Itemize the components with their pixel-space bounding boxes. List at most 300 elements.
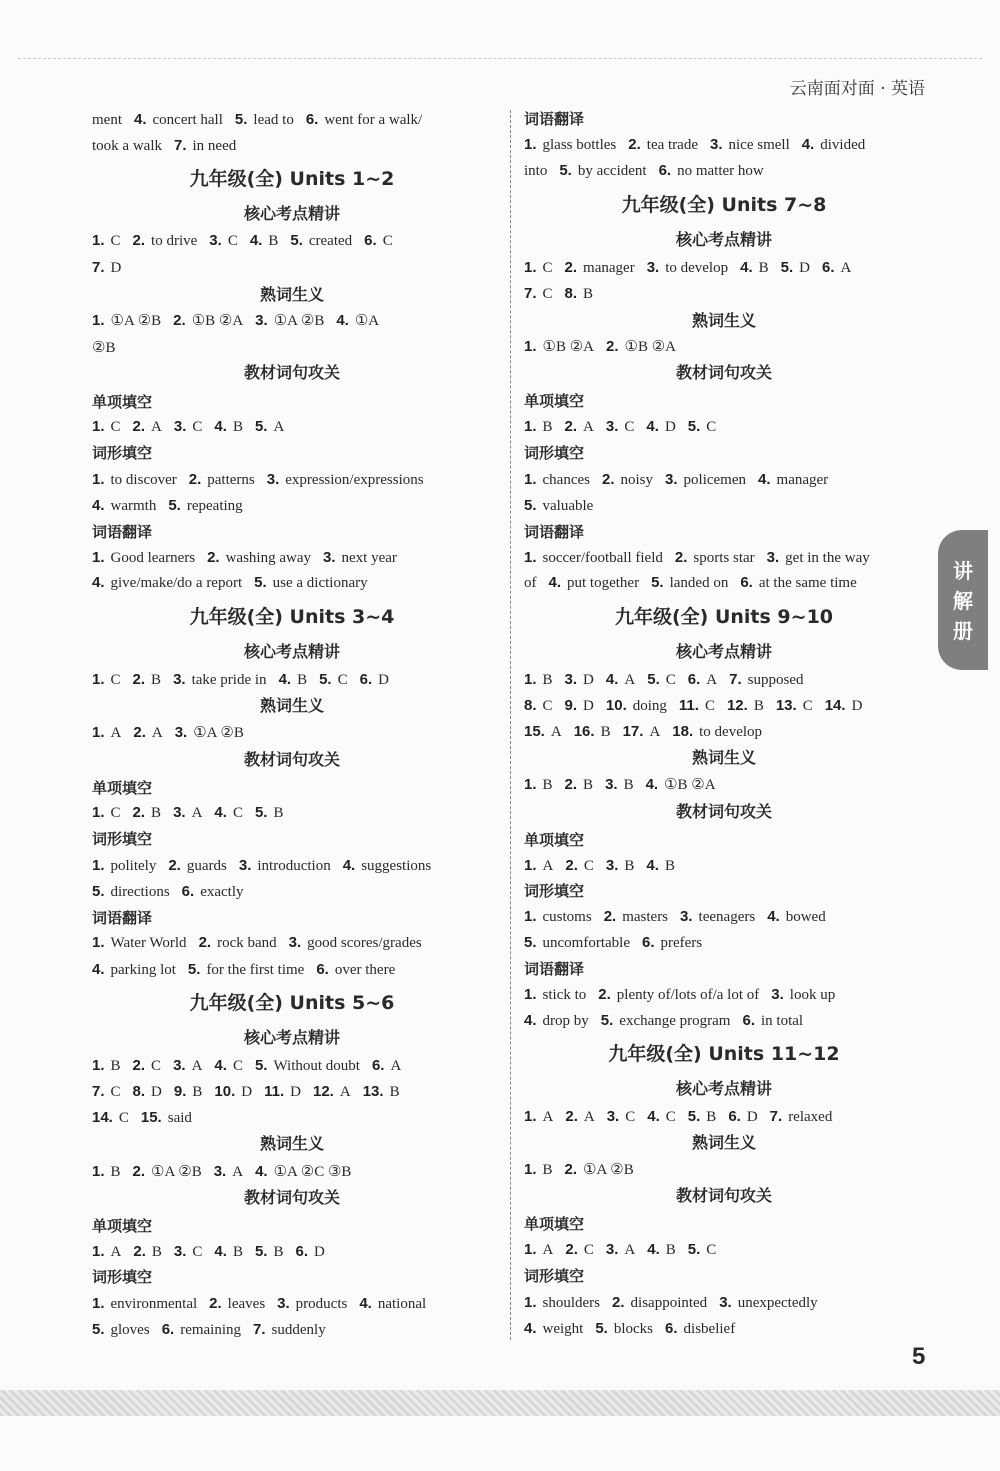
answer-item [647,672,676,688]
answer-number: 1. [524,1161,537,1178]
answer-number: 4. [92,961,105,978]
answer-item [604,909,668,925]
answer-text: take pride in [191,672,267,688]
answer-line [92,882,256,902]
answer-number: 4. [646,418,659,435]
answer-number: 3. [173,1057,186,1074]
answer-number: 1. [524,418,537,435]
answer-text: B [600,724,611,740]
answer-number: 3. [606,1108,620,1125]
answer-text: said [167,1110,192,1126]
answer-number: 3. [605,418,619,435]
answer-item [92,419,121,435]
answer-item [255,805,284,821]
answer-text: look up [789,987,836,1003]
answer-text: bowed [785,909,826,925]
answer-text: ①A ②B [193,725,244,741]
answer-text: D [290,1084,301,1100]
answer-text: over there [334,962,396,978]
answer-number: 2. [564,418,578,435]
answer-text: to drive [151,233,198,249]
answer-item [174,419,203,435]
answer-number: 14. [92,1109,113,1126]
answer-number: 7. [769,1108,783,1125]
answer-text: exactly [200,884,244,900]
answer-item [214,1084,252,1100]
answer-line [92,136,248,156]
answer-line [524,722,774,742]
answer-line [524,496,605,516]
answer-number: 3. [266,471,280,488]
answer-number: 2. [564,776,578,793]
answer-text: B [706,1109,717,1125]
answer-item [214,419,243,435]
answer-number: 4. [255,1163,268,1180]
answer-text: A [550,724,562,740]
answer-text: created [308,233,353,249]
answer-number: 6. [658,162,672,179]
answer-text: nice smell [728,137,790,153]
tab-char: 册 [953,619,973,643]
answer-text: good scores/grades [307,935,422,951]
answer-number: 2. [132,232,146,249]
answer-text: C [802,698,813,714]
answer-text: C [110,1084,121,1100]
answer-number: 3. [771,986,784,1003]
answer-text: C [151,1058,162,1074]
answer-item [133,1058,162,1074]
answer-item [781,260,810,276]
top-rule [18,58,982,59]
answer-number: 6. [295,1243,308,1260]
answer-text: A [191,1058,203,1074]
answer-number: 2. [565,1241,578,1258]
answer-item [565,260,635,276]
answer-item [92,112,122,128]
answer-item [133,805,162,821]
answer-text: B [623,777,634,793]
answer-number: 2. [132,671,146,688]
answer-line [524,775,728,795]
answer-number: 1. [92,804,105,821]
answer-number: 5. [254,574,267,591]
subsection-label: 词形填空 [92,444,153,462]
answer-item [727,698,764,714]
answer-text: ①A [354,313,380,329]
answer-item [174,138,236,154]
answer-item [92,805,121,821]
answer-item [524,1321,583,1337]
answer-text: D [314,1244,325,1260]
answer-number: 2. [674,549,688,566]
answer-number: 5. [600,1012,614,1029]
answer-number: 3. [605,857,619,874]
answer-number: 5. [92,1321,105,1338]
answer-item [92,1084,121,1100]
answer-item [92,1322,150,1338]
answer-line [92,1294,438,1314]
answer-text: exchange program [619,1013,731,1029]
answer-number: 1. [92,549,105,566]
answer-text: B [297,672,308,688]
answer-line [524,670,816,690]
answer-number: 4. [214,804,227,821]
answer-text: chances [542,472,590,488]
answer-item [802,137,866,153]
answer-number: 1. [92,232,105,249]
answer-number: 2. [598,986,611,1003]
answer-line [524,417,728,437]
answer-number: 1. [92,857,105,874]
answer-line [92,1162,363,1182]
answer-number: 5. [254,1057,268,1074]
answer-text: C [232,1058,243,1074]
answer-line [92,311,391,331]
answer-number: 5. [187,961,201,978]
answer-item [255,1058,360,1074]
answer-number: 4. [134,111,147,128]
answer-number: 6. [641,934,655,951]
answer-text: D [851,698,863,714]
answer-text: D [241,1084,253,1100]
answer-text: C [192,1244,203,1260]
answer-number: 5. [595,1320,608,1337]
section-heading: 教材词句攻关 [675,1186,772,1205]
answer-number: 4. [740,259,753,276]
tab-char: 讲 [953,559,973,583]
answer-item [606,672,635,688]
answer-item [92,340,115,356]
page-header: 云南面对面 · 英语 [789,79,925,99]
answer-item [133,419,162,435]
answer-item [524,419,553,435]
answer-number: 3. [665,471,678,488]
answer-text: B [542,1162,553,1178]
answer-line [92,960,407,980]
answer-item [277,1296,347,1312]
answer-item [623,724,661,740]
answer-item [188,962,304,978]
answer-text: remaining [180,1322,242,1338]
answer-number: 3. [710,136,723,153]
section-heading: 教材词句攻关 [675,363,772,382]
answer-number: 6. [316,961,329,978]
answer-number: 3. [646,259,660,276]
answer-text: A [583,419,594,435]
answer-line [92,723,256,743]
answer-item [524,472,590,488]
answer-text: D [746,1109,758,1125]
answer-item [740,575,856,591]
answer-number: 2. [564,259,578,276]
answer-number: 3. [288,934,302,951]
column-divider [510,110,511,1340]
answer-item [92,858,156,874]
answer-text: C [337,672,348,688]
answer-text: plenty of/lots of/a lot of [616,987,760,1003]
answer-text: national [377,1296,427,1312]
answer-line [92,338,127,358]
answer-item [199,935,277,951]
answer-number: 3. [238,857,252,874]
answer-number: 5. [234,111,248,128]
answer-text: leaves [227,1296,266,1312]
answer-text: ①B ②A [624,339,676,355]
answer-number: 1. [524,986,537,1003]
answer-number: 1. [92,1163,105,1180]
answer-text: teenagers [698,909,756,925]
answer-line [92,1082,412,1102]
answer-item [253,1322,326,1338]
answer-text: C [542,260,553,276]
answer-text: suddenly [271,1322,326,1338]
answer-item [605,777,634,793]
answer-number: 3. [719,1294,732,1311]
section-heading: 核心考点精讲 [243,1028,340,1047]
answer-item [758,472,828,488]
answer-line [524,1107,844,1127]
subsection-label: 单项填空 [524,831,585,849]
section-heading: 熟词生义 [259,1134,324,1153]
answer-number: 3. [173,418,187,435]
answer-number: 5. [254,804,268,821]
answer-line [92,258,133,278]
answer-item [92,1058,121,1074]
answer-number: 4. [214,1243,227,1260]
answer-number: 6. [181,883,195,900]
answer-item [524,1109,553,1125]
answer-text: policemen [683,472,747,488]
answer-item [524,137,616,153]
answer-text: A [339,1084,351,1100]
answer-text: manager [776,472,829,488]
answer-line [524,258,863,278]
answer-number: 9. [564,697,578,714]
answer-number: 18. [672,723,694,740]
answer-line [92,1108,204,1128]
answer-item [214,1058,243,1074]
answer-number: 2. [132,1163,146,1180]
answer-number: 14. [824,697,846,714]
answer-item [323,550,397,566]
answer-text: in need [192,138,237,154]
answer-item [250,233,279,249]
answer-number: 1. [524,671,537,688]
answer-text: A [273,419,285,435]
answer-item [767,550,870,566]
answer-text: customs [542,909,592,925]
answer-text: A [110,1244,122,1260]
answer-number: 4. [336,312,349,329]
answer-line [524,985,847,1005]
answer-number: 10. [605,697,627,714]
answer-number: 2. [133,1243,146,1260]
answer-text: went for a walk/ [324,112,423,128]
answer-number: 6. [687,671,701,688]
answer-item [688,1109,717,1125]
answer-number: 2. [601,471,615,488]
answer-text: C [382,233,393,249]
answer-number: 3. [277,1295,290,1312]
answer-text: rock band [217,935,277,951]
answer-number: 2. [188,471,202,488]
answer-line [524,696,874,716]
answer-number: 6. [822,259,835,276]
answer-item [173,805,202,821]
answer-text: D [378,672,389,688]
answer-text: B [192,1084,203,1100]
answer-item [651,575,728,591]
answer-number: 2. [565,857,578,874]
answer-text: washing away [225,550,311,566]
subsection-label: 词语翻译 [524,960,585,978]
answer-text: manager [583,260,635,276]
answer-number: 5. [687,1108,701,1125]
answer-item [565,286,594,302]
answer-text: into [524,163,548,179]
section-heading: 熟词生义 [259,285,324,304]
answer-text: B [232,419,243,435]
answer-item [239,858,331,874]
answer-number: 4. [214,418,227,435]
answer-number: 3. [173,804,186,821]
answer-line [524,135,877,155]
answer-number: 1. [92,418,105,435]
answer-text: guards [186,858,227,874]
section-heading: 熟词生义 [691,1133,756,1152]
answer-text: C [704,698,715,714]
answer-text: noisy [620,472,654,488]
answer-line [92,1320,338,1340]
subsection-label: 单项填空 [92,393,153,411]
answer-item [209,233,238,249]
answer-number: 6. [665,1320,678,1337]
answer-text: B [110,1058,121,1074]
subsection-label: 词形填空 [92,1268,153,1286]
answer-line [92,1056,413,1076]
answer-text: C [665,1109,676,1125]
answer-item [316,962,395,978]
answer-item [92,725,121,741]
answer-text: to develop [665,260,729,276]
answer-item [647,1109,676,1125]
answer-text: warmth [110,498,157,514]
answer-text: B [151,1244,162,1260]
answer-number: 3. [213,1163,227,1180]
answer-number: 4. [767,908,780,925]
answer-text: A [151,725,163,741]
subsection-label: 词语翻译 [524,523,585,541]
answer-text: products [295,1296,348,1312]
answer-item [92,498,156,514]
answer-number: 4. [524,1012,537,1029]
answer-line [524,933,714,953]
answer-item [646,777,716,793]
answer-item [133,1244,162,1260]
answer-number: 1. [524,338,537,355]
answer-text: B [664,858,675,874]
answer-item [822,260,851,276]
answer-item [524,698,553,714]
answer-number: 7. [253,1321,266,1338]
answer-item [565,419,594,435]
answer-item [306,112,422,128]
answer-item [133,725,162,741]
answer-item [267,472,424,488]
answer-item [524,1295,600,1311]
answer-item [549,575,640,591]
answer-text: A [542,858,554,874]
answer-line [92,470,436,490]
answer-number: 2. [564,1161,578,1178]
answer-item [606,419,635,435]
answer-text: use a dictionary [272,575,368,591]
section-heading: 教材词句攻关 [243,1188,340,1207]
answer-number: 2. [207,549,220,566]
answer-number: 6. [371,1057,385,1074]
answer-line [524,470,840,490]
answer-line [92,548,409,568]
answer-item [665,472,746,488]
answer-item [729,672,803,688]
answer-number: 4. [548,574,562,591]
answer-item [524,1013,589,1029]
section-heading: 核心考点精讲 [675,642,772,661]
answer-number: 11. [264,1083,285,1100]
answer-item [524,672,553,688]
answer-text: to discover [110,472,177,488]
answer-text: at the same time [758,575,857,591]
answer-text: unexpectedly [737,1295,818,1311]
answer-text: by accident [577,163,647,179]
answer-text: give/make/do a report [110,575,243,591]
answer-item [598,987,759,1003]
answer-number: 5. [651,574,664,591]
answer-text: ②B [92,340,116,356]
answer-item [574,724,611,740]
answer-text: B [151,672,162,688]
answer-text: A [840,260,852,276]
answer-text: masters [622,909,669,925]
answer-line [524,907,838,927]
answer-item [214,805,243,821]
answer-item [235,112,294,128]
answer-text: D [151,1084,162,1100]
subsection-label: 词语翻译 [524,110,585,128]
answer-number: 6. [161,1321,175,1338]
answer-line [524,337,688,357]
answer-item [524,286,553,302]
answer-text: disappointed [630,1295,708,1311]
answer-number: 1. [524,471,537,488]
tab-char: 解 [953,589,973,613]
subsection-label: 单项填空 [524,392,585,410]
answer-text: C [665,672,676,688]
answer-item [92,884,170,900]
answer-item [647,1242,676,1258]
answer-item [92,575,242,591]
answer-number: 7. [729,671,742,688]
answer-number: 5. [647,671,660,688]
answer-text: put together [567,575,640,591]
answer-number: 5. [254,1243,268,1260]
answer-text: C [583,858,594,874]
answer-text: B [542,419,553,435]
answer-text: no matter how [677,163,764,179]
answer-item [607,1109,636,1125]
answer-text: B [273,805,284,821]
answer-number: 5. [319,671,332,688]
